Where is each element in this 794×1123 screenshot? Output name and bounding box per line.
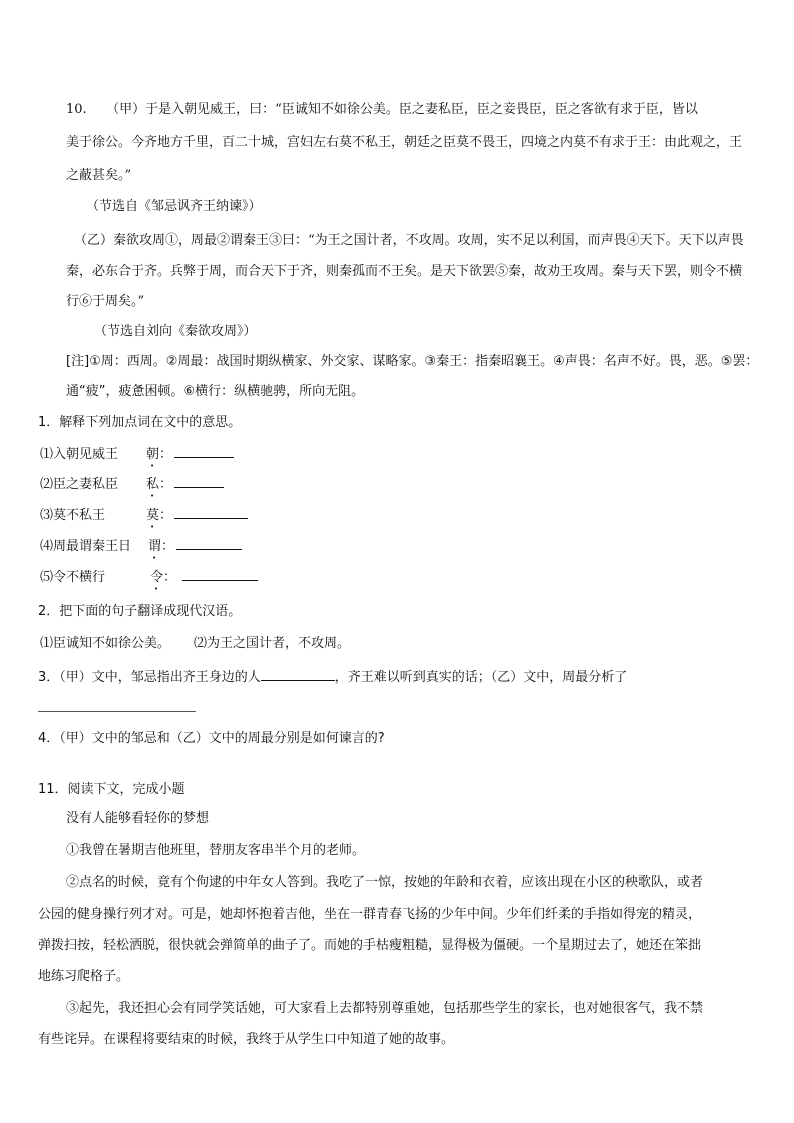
q11-para-2-line-4: 地练习爬格子。 [38, 969, 130, 984]
q10-sub1-prompt: 1．解释下列加点词在文中的意思。 [38, 415, 242, 430]
q11-article-title: 没有人能够看轻你的梦想 [66, 811, 210, 826]
q10-yi-source: （节选自刘向《秦欲攻周》） [94, 324, 257, 339]
q10-sub1-item-5 [40, 567, 258, 593]
q11-para-3-line-1: ③起先，我还担心会有同学笑话她，可大家看上去都特别尊重她，包括那些学生的家长，也对她很客气，我不禁 [66, 1001, 704, 1016]
q10-sub2-prompt: 2．把下面的句子翻译成现代汉语。 [38, 604, 242, 619]
q10-notes-line-2: 通“疲”，疲惫困顿。⑥横行：纵横驰骋，所向无阻。 [66, 384, 365, 399]
q11-para-2-line-3: 弹拨扫按，轻松洒脱，很快就会弹简单的曲子了。而她的手枯瘦粗糙，显得极为僵硬。一个星期过去了，她还在笨拙 [38, 938, 702, 953]
q10-sub3 [38, 667, 627, 687]
answer-blank[interactable] [176, 536, 242, 550]
q11-prompt: 11．阅读下文，完成小题 [38, 782, 185, 797]
sentence-2: ⑵为王之国计者，不攻周。 [194, 636, 351, 651]
answer-blank[interactable] [174, 505, 248, 519]
q10-yi-line-1: （乙）秦欲攻周①，周最②谓秦王③曰：“为王之国计者，不攻周。攻周，实不足以利国，而声畏④天下。天下以声畏 [74, 233, 744, 248]
q10-sub1-item-1 [40, 444, 234, 470]
q10-sub4-prompt: 4．（甲）文中的邹忌和（乙）文中的周最分别是如何谏言的? [38, 731, 385, 746]
q10-jia-source: （节选自《邹忌讽齐王纳谏》） [86, 199, 262, 214]
q10-yi-line-2: 秦，必东合于齐。兵弊于周，而合天下于齐，则秦孤而不王矣。是天下欲罢⑤秦，故劝王攻周。秦与天下罢，则令不横 [66, 264, 743, 279]
q11-para-3-line-2: 有些诧异。在课程将要结束的时候，我终于从学生口中知道了她的故事。 [38, 1032, 455, 1047]
q10-sub1-item-2 [40, 474, 224, 500]
item-word: 朝： [146, 447, 173, 462]
item-word: 令： [150, 570, 177, 585]
item-phrase: ⑶莫不私王 [40, 508, 106, 523]
q10-notes-line-1: [注]①周：西周。②周最：战国时期纵横家、外交家、谋略家。③秦王：指秦昭襄王。④声畏：名声不好。畏，恶。⑤罢： [66, 354, 759, 369]
q10-sub2-sentences [40, 635, 350, 653]
q11-para-2-line-2: 公园的健身操行列才对。可是，她却怀抱着吉他，坐在一群青春飞扬的少年中间。少年们纤柔的手指如得宠的精灵， [38, 907, 702, 922]
item-word: 私： [146, 477, 173, 492]
q11-para-2-line-1: ②点名的时候，竟有个佝逮的中年女人答到。我吃了一惊，按她的年龄和衣着，应该出现在小区的秧歌队，或者 [66, 875, 704, 890]
item-phrase: ⑵臣之妻私臣 [40, 477, 119, 492]
q10-jia-line-3: 之蔽甚矣。” [66, 168, 132, 183]
q10-jia-line-2: 美于徐公。今齐地方千里，百二十城，宫妇左右莫不私王，朝廷之臣莫不畏王，四境之内莫不有求于王：由此观之，王 [66, 135, 743, 150]
sentence-1: ⑴臣诚知不如徐公美。 [40, 636, 171, 651]
sub3-part-1: 3．（甲）文中，邹忌指出齐王身边的人 [38, 670, 261, 685]
q11-para-1: ①我曾在暑期吉他班里，替朋友客串半个月的老师。 [66, 843, 366, 858]
item-word: 谓： [148, 539, 175, 554]
answer-blank[interactable] [174, 444, 234, 458]
q10-yi-line-3: 行⑥于周矣。” [66, 294, 145, 309]
item-phrase: ⑴入朝见威王 [40, 447, 119, 462]
answer-blank[interactable] [261, 667, 335, 681]
q10-sub1-item-4 [40, 536, 242, 562]
answer-blank[interactable] [174, 474, 224, 488]
sub3-part-2: ，齐王难以听到真实的话；（乙）文中，周最分析了 [334, 670, 628, 685]
answer-blank-line[interactable] [38, 711, 196, 712]
q10-jia-line-1: 10. （甲）于是入朝见威王，曰：“臣诚知不如徐公美。臣之妻私臣，臣之妾畏臣，臣之客欲有求于臣，皆以 [66, 102, 698, 117]
item-word: 莫： [146, 508, 173, 523]
answer-blank[interactable] [182, 567, 258, 581]
q10-sub1-item-3 [40, 505, 248, 531]
item-phrase: ⑸令不横行 [40, 570, 106, 585]
item-phrase: ⑷周最谓秦王日 [40, 539, 132, 554]
